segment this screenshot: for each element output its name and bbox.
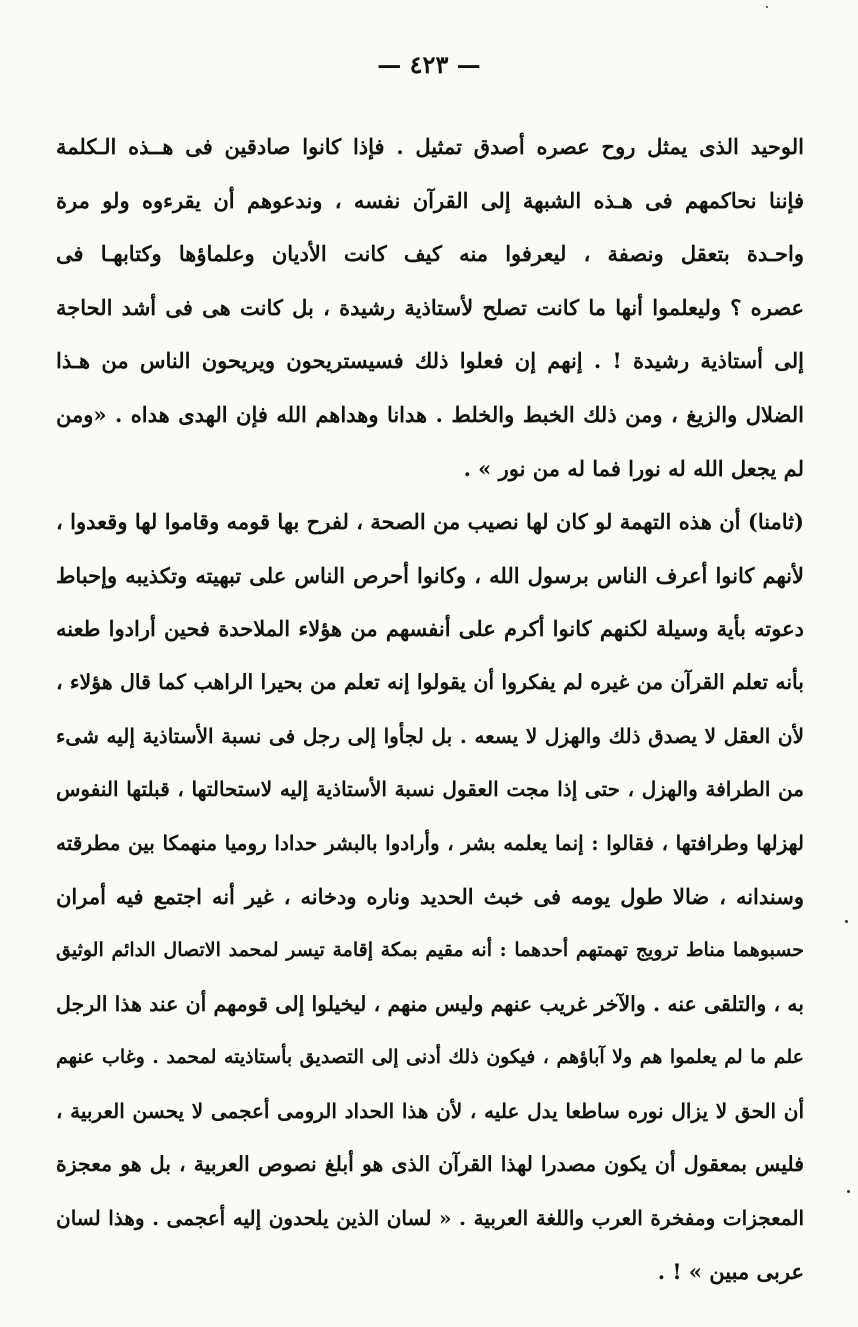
body-text — [56, 120, 804, 1299]
text-line: دعوته بأية وسيلة لكنهم كانوا أكرم على أنفسهم من هؤلاء الملاحدة فحين أرادوا طعنه — [56, 616, 804, 642]
scan-speck — [766, 6, 768, 8]
scan-speck — [847, 1190, 850, 1193]
scan-speck — [845, 920, 848, 923]
text-line: الضلال والزيغ ، ومن ذلك الخبط والخلط . هدانا وهداهم الله فإن الهدى هداه . «ومن — [56, 401, 804, 427]
text-line: لأنهم كانوا أعرف الناس برسول الله ، وكانوا أحرص الناس على تبهيته وتكذيبه وإحباط — [56, 562, 804, 588]
text-line: من الطرافة والهزل ، حتى إذا مجت العقول نسبة الأستاذية إليه لاستحالتها ، قبلتها النفوس — [56, 777, 804, 802]
text-line: به ، والتلقى عنه . والآخر غريب عنهم وليس منهم ، ليخيلوا إلى قومهم أن عند هذا الرجل — [56, 991, 804, 1016]
text-line: لم يجعل الله له نورا فما له من نور » . — [463, 455, 804, 481]
text-line: عصره ؟ وليعلموا أنها ما كانت تصلح لأستاذية رشيدة ، بل كانت هى فى أشد الحاجة — [56, 294, 804, 320]
text-line: المعجزات ومفخرة العرب واللغة العربية . « لسان الذين يلحدون إليه أعجمى . وهذا لسان — [56, 1205, 804, 1230]
text-line: فإننا نحاكمهم فى هـذه الشبهة إلى القرآن نفسه ، وندعوهم أن يقرءوه ولو مرة — [56, 187, 804, 213]
text-line: لأن العقل لا يصدق ذلك والهزل لا يسعه . بل لجأوا إلى رجل فى نسبة الأستاذية إليه شىء — [56, 723, 804, 748]
text-line: بأنه تعلم القرآن من غيره لم يفكروا أن يقولوا إنه تعلم من بحيرا الراهب كما قال هؤلاء ، — [56, 669, 804, 694]
text-line: حسبوهما مناط ترويج تهمتهم أحدهما : أنه مقيم بمكة إقامة تيسر لمحمد الاتصال الدائم الوثيق — [56, 938, 804, 961]
page-number: — ٤٢٣ — — [377, 50, 481, 79]
text-line: لهزلها وطرافتها ، فقالوا : إنما يعلمه بشر ، وأرادوا بالبشر حدادا روميا منهمكا بين مطرقته — [56, 830, 804, 855]
text-line: علم ما لم يعلموا هم ولا آباؤهم ، فيكون ذلك أدنى إلى التصديق بأستاذيته لمحمد . وغاب عنهم — [56, 1046, 804, 1069]
text-line: عربى مبين » ! . — [657, 1259, 804, 1285]
text-line: أن الحق لا يزال نوره ساطعا يدل عليه ، لأن هذا الحداد الرومى أعجمى لا يحسن العربية ، — [56, 1098, 804, 1123]
text-line: الوحيد الذى يمثل روح عصره أصدق تمثيل . فإذا كانوا صادقين فى هــذه الـكلمة — [56, 134, 804, 159]
text-line: إلى أستاذية رشيدة ! . إنهم إن فعلوا ذلك فسيستريحون ويريحون الناس من هـذا — [56, 348, 804, 374]
text-line: واحـدة بتعقل ونصفة ، ليعرفوا منه كيف كانت الأديان وعلماؤها وكتابهـا فى — [56, 241, 804, 267]
text-line: (ثامنا) أن هذه التهمة لو كان لها نصيب من الصحة ، لفرح بها قومه وقاموا لها وقعدوا ، — [56, 509, 804, 535]
text-line: وسندانه ، ضالا طول يومه فى خبث الحديد وناره ودخانه ، غير أنه اجتمع فيه أمران — [56, 884, 804, 910]
text-line: فليس بمعقول أن يكون مصدرا لهذا القرآن الذى هو أبلغ نصوص العربية ، بل هو معجزة — [56, 1152, 804, 1177]
